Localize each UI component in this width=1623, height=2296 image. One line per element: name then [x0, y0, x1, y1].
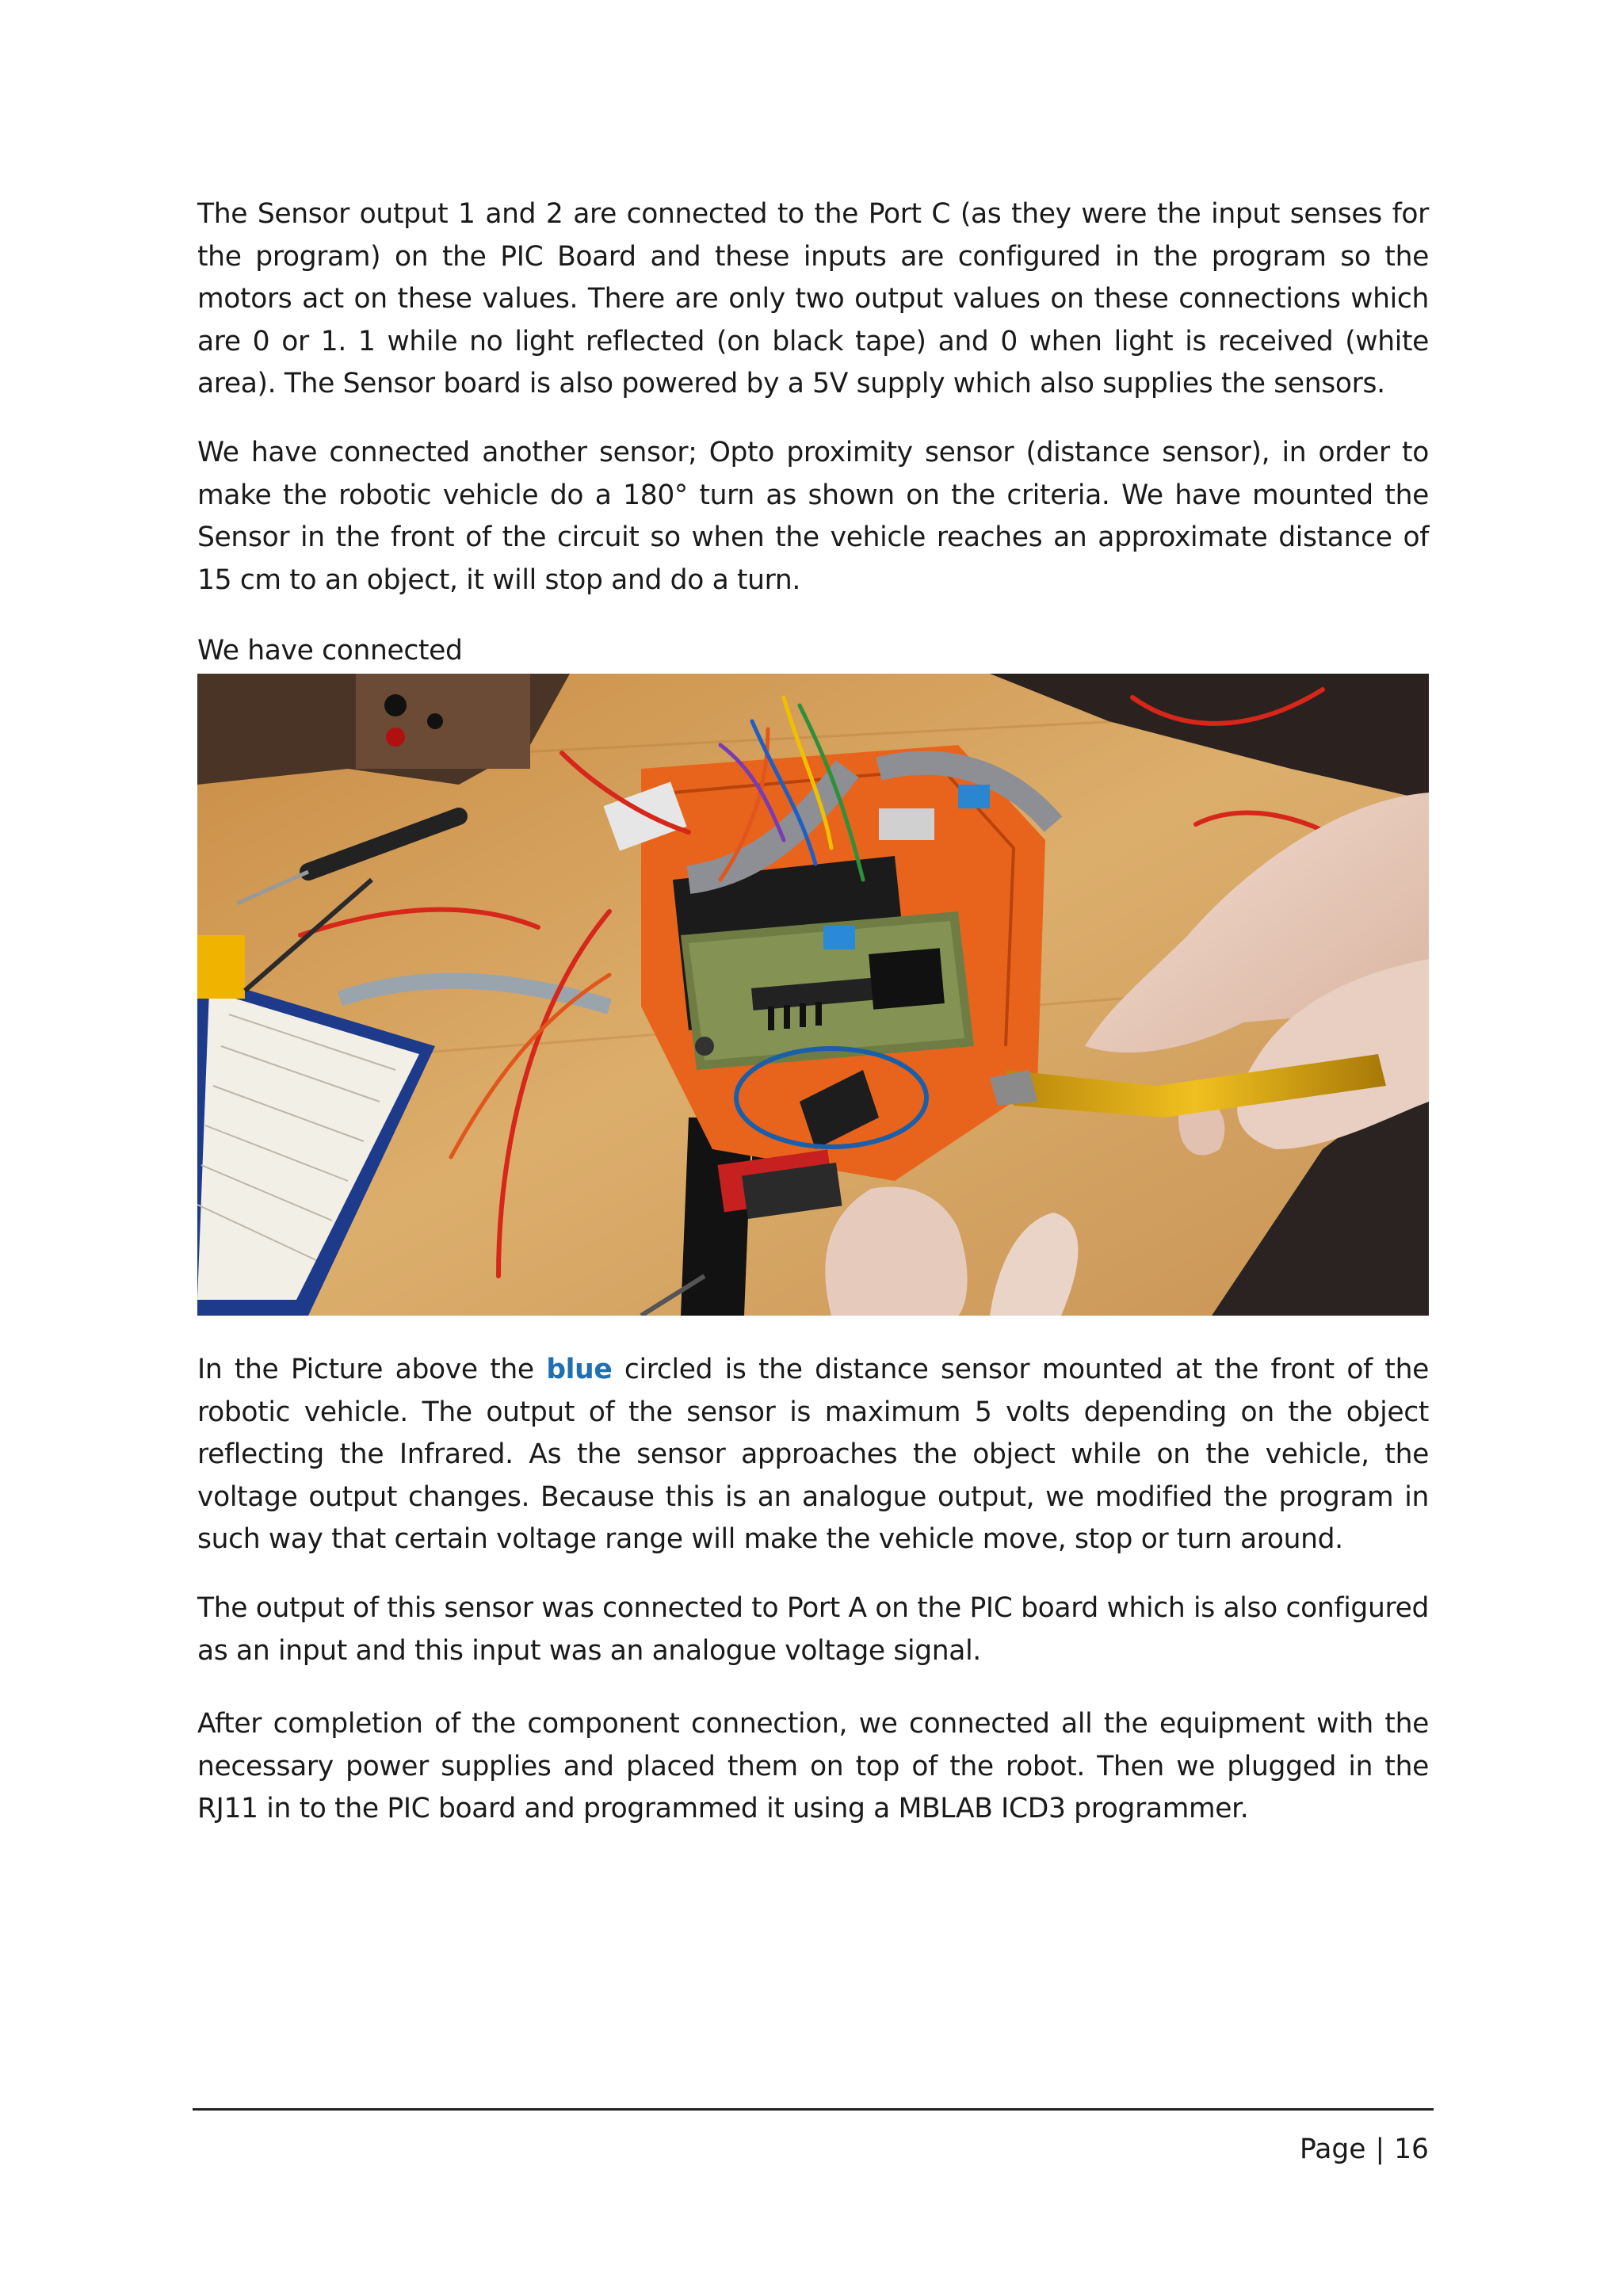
page-label: Page: [1299, 2134, 1366, 2165]
paragraph-picture-description-rest: circled is the distance sensor mounted at the front of the robotic vehicle. The output of the sensor is maximum 5 volts depending on the object reflecting the Infrared. As the sensor approaches the object while on the vehicle, the voltage output changes. Because this is an analogue output, we modified the program in such way that certain voltage range will make the vehicle move, stop or turn around.: [197, 1354, 1429, 1555]
paragraph-completion: After completion of the component connection, we connected all the equipment with the necessary power supplies and placed them on top of the robot. Then we plugged in the RJ11 in to the PIC board and programmed it using a MBLAB ICD3 programmer.: [197, 1708, 1429, 1824]
paragraph-port-a: The output of this sensor was connected to Port A on the PIC board which is also configured as an input and this input was an analogue voltage signal.: [197, 1592, 1429, 1667]
paragraph-we-have-connected: We have connected: [197, 635, 463, 667]
page-number-value: 16: [1394, 2134, 1429, 2165]
robot-circuit-photo: [197, 674, 1429, 1316]
page-separator: |: [1375, 2134, 1385, 2165]
paragraph-picture-description-start: In the Picture above the: [197, 1354, 547, 1385]
footer-divider: [193, 2108, 1434, 2111]
paragraph-proximity-sensor: We have connected another sensor; Opto proximity sensor (distance sensor), in order to make the robotic vehicle do a 180° turn as shown on the criteria. We have mounted the Sensor in the front of the circuit so when the vehicle reaches an approximate distance of 15 cm to an object, it will stop and do a turn.: [197, 437, 1429, 596]
paragraph-sensor-outputs: The Sensor output 1 and 2 are connected to the Port C (as they were the input senses for the program) on the PIC Board and these inputs are configured in the program so the motors act on these values. There are only two output values on these connections which are 0 or 1. 1 while no light reflected (on black tape) and 0 when light is received (white area). The Sensor board is also powered by a 5V supply which also supplies the sensors.: [197, 198, 1429, 399]
highlight-blue-word: blue: [546, 1354, 613, 1385]
paragraph-picture-description: [197, 1349, 1429, 1561]
page-number: [1300, 2130, 1429, 2168]
